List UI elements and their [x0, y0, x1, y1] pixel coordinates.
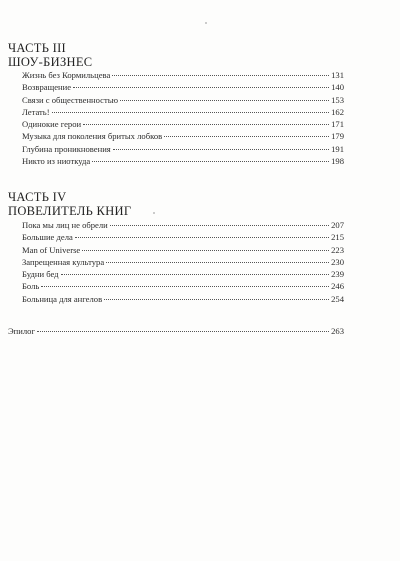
entry-title: Связи с общественностью: [22, 94, 119, 105]
toc-entry-epilogue[interactable]: [8, 325, 344, 337]
dot-leader: [110, 225, 329, 226]
toc-entry[interactable]: [22, 130, 344, 142]
entry-page-number: 179: [331, 131, 344, 142]
dot-leader: [104, 299, 329, 300]
entry-page-number: 263: [331, 326, 344, 336]
toc-entry[interactable]: [22, 155, 344, 167]
toc-entry[interactable]: [22, 219, 344, 231]
entry-page-number: 153: [331, 94, 344, 105]
toc-entry[interactable]: [22, 231, 344, 243]
entry-title: Эпилог: [8, 326, 35, 336]
part-number: ЧАСТЬ III: [8, 41, 66, 55]
entry-page-number: 171: [331, 119, 344, 130]
dot-leader: [37, 331, 329, 332]
entry-title: Возвращение: [22, 82, 72, 93]
entry-page-number: 140: [331, 82, 344, 93]
entry-title: Пока мы лиц не обрели: [22, 220, 108, 230]
toc-entry[interactable]: [22, 81, 344, 93]
entry-title: Man of Universe: [22, 244, 81, 255]
entry-page-number: 198: [331, 156, 344, 167]
entry-title: Больница для ангелов: [22, 293, 103, 304]
toc-list-part-4: [22, 219, 344, 305]
toc-entry[interactable]: [22, 293, 344, 305]
dot-leader: [52, 112, 330, 113]
entry-page-number: 207: [331, 220, 344, 230]
part-heading: [8, 190, 131, 218]
entry-title: Жизнь без Кормильцева: [22, 70, 111, 80]
entry-page-number: 131: [331, 70, 344, 80]
part-heading: [8, 41, 92, 69]
dot-leader: [73, 87, 329, 88]
entry-page-number: 246: [331, 281, 344, 292]
toc-entry[interactable]: [22, 118, 344, 130]
entry-title: Глубина проникновения: [22, 143, 111, 154]
entry-title: Боль: [22, 281, 40, 292]
paper-speck: [153, 212, 155, 214]
dot-leader: [83, 124, 329, 125]
toc-entry[interactable]: [22, 106, 344, 118]
entry-title: Одинокие герои: [22, 119, 82, 130]
entry-title: Никто из ниоткуда: [22, 156, 91, 167]
dot-leader: [164, 136, 329, 137]
dot-leader: [82, 250, 329, 251]
toc-entry[interactable]: [22, 280, 344, 292]
entry-page-number: 230: [331, 256, 344, 267]
paper-speck: [205, 22, 207, 24]
entry-page-number: 191: [331, 143, 344, 154]
dot-leader: [120, 100, 329, 101]
entry-title: Летать!: [22, 106, 50, 117]
entry-page-number: 223: [331, 244, 344, 255]
toc-entry[interactable]: [22, 94, 344, 106]
dot-leader: [113, 149, 329, 150]
part-title: ШОУ-БИЗНЕС: [8, 55, 93, 69]
part-title: ПОВЕЛИТЕЛЬ КНИГ: [8, 204, 132, 218]
toc-entry[interactable]: [22, 69, 344, 81]
toc-entry[interactable]: [22, 256, 344, 268]
dot-leader: [75, 237, 329, 238]
dot-leader: [106, 262, 329, 263]
entry-title: Будни бед: [22, 269, 59, 280]
entry-page-number: 239: [331, 269, 344, 280]
epilogue-entry-block: [8, 325, 344, 337]
toc-entry[interactable]: [22, 268, 344, 280]
dot-leader: [61, 274, 330, 275]
dot-leader: [92, 161, 329, 162]
toc-entry[interactable]: [22, 244, 344, 256]
entry-page-number: 215: [331, 232, 344, 243]
part-number: ЧАСТЬ IV: [8, 190, 67, 204]
entry-title: Большие дела: [22, 232, 73, 243]
dot-leader: [41, 286, 329, 287]
entry-title: Музыка для поколения бритых лобков: [22, 131, 163, 142]
entry-page-number: 162: [331, 106, 344, 117]
entry-page-number: 254: [331, 293, 344, 304]
toc-entry[interactable]: [22, 143, 344, 155]
dot-leader: [112, 75, 329, 76]
entry-title: Запрещенная культура: [22, 256, 105, 267]
toc-list-part-3: [22, 69, 344, 167]
